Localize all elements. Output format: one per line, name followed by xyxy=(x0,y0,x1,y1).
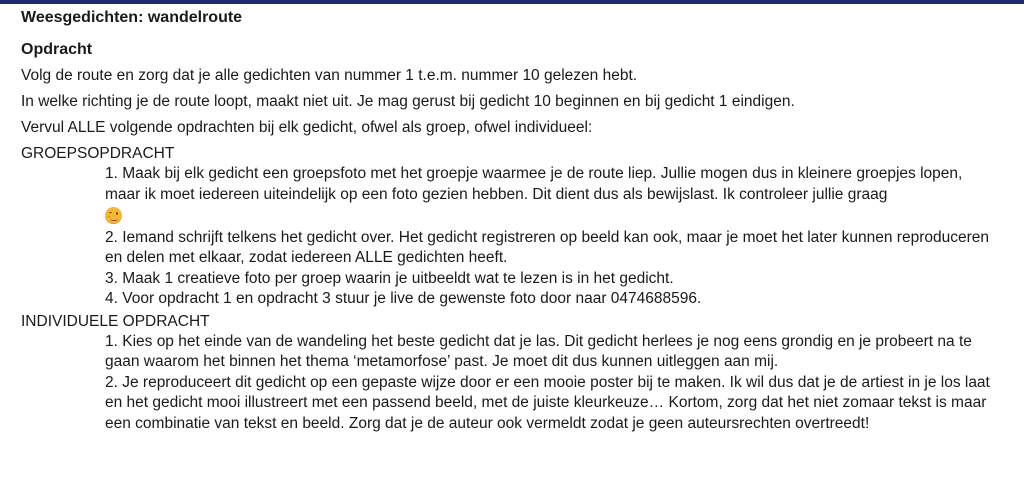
intro-paragraph-3: Vervul ALLE volgende opdrachten bij elk gedicht, ofwel als groep, ofwel individueel: xyxy=(21,119,593,136)
list-item: 2. Je reproduceert dit gedicht op een gepaste wijze door er een mooie poster bij te maken. Ik wil dus dat je de artiest in je los laat en het gedicht mooi illustreert met een passend beeld, met de juiste kleurkeuze… Kortom, zorg dat het niet zomaar tekst is maar een combinatie van tekst en beeld. Zorg dat je de auteur ook vermeldt zodat je geen auteursrechten overtreedt! xyxy=(105,373,990,432)
assignment-heading: Opdracht xyxy=(21,41,93,58)
individual-assignment-heading: INDIVIDUELE OPDRACHT xyxy=(21,312,210,330)
group-assignment-heading: GROEPSOPDRACHT xyxy=(21,145,175,162)
list-item xyxy=(105,164,1000,228)
individual-assignment-list xyxy=(21,332,1000,435)
intro-paragraph-2: In welke richting je de route loopt, maakt niet uit. Je mag gerust bij gedicht 10 beginnen en bij gedicht 1 eindigen. xyxy=(21,93,795,110)
winking-face-emoji-icon xyxy=(105,207,122,224)
intro-paragraph-1: Volg de route en zorg dat je alle gedichten van nummer 1 t.e.m. nummer 10 gelezen hebt. xyxy=(21,67,638,84)
list-item: 2. Iemand schrijft telkens het gedicht over. Het gedicht registreren op beeld kan ook, maar je moet het later kunnen reproduceren en delen met elkaar, zodat iedereen ALLE gedichten heeft. xyxy=(105,228,990,266)
group-item-1-text: 1. Maak bij elk gedicht een groepsfoto met het groepje waarmee je de route liep. Jullie mogen dus in kleinere groepjes lopen, maar ik moet iedereen uiteindelijk op een foto gezien hebben. Dit dient dus als bewijslast. Ik controleer jullie graag xyxy=(105,165,963,203)
list-item: 3. Maak 1 creatieve foto per groep waarin je uitbeeldt wat te lezen is in het gedicht. xyxy=(105,269,674,287)
list-item: 1. Kies op het einde van de wandeling het beste gedicht dat je las. Dit gedicht herlees je nog eens grondig en je probeert na te gaan waarom het binnen het thema ‘metamorfose’ past. Je moet dit dus kunnen uitleggen aan mij. xyxy=(105,332,972,370)
list-item: 4. Voor opdracht 1 en opdracht 3 stuur je live de gewenste foto door naar 0474688596. xyxy=(105,290,702,307)
document-title: Weesgedichten: wandelroute xyxy=(21,9,243,26)
group-assignment-list xyxy=(21,164,1000,310)
document-body xyxy=(0,4,1024,434)
